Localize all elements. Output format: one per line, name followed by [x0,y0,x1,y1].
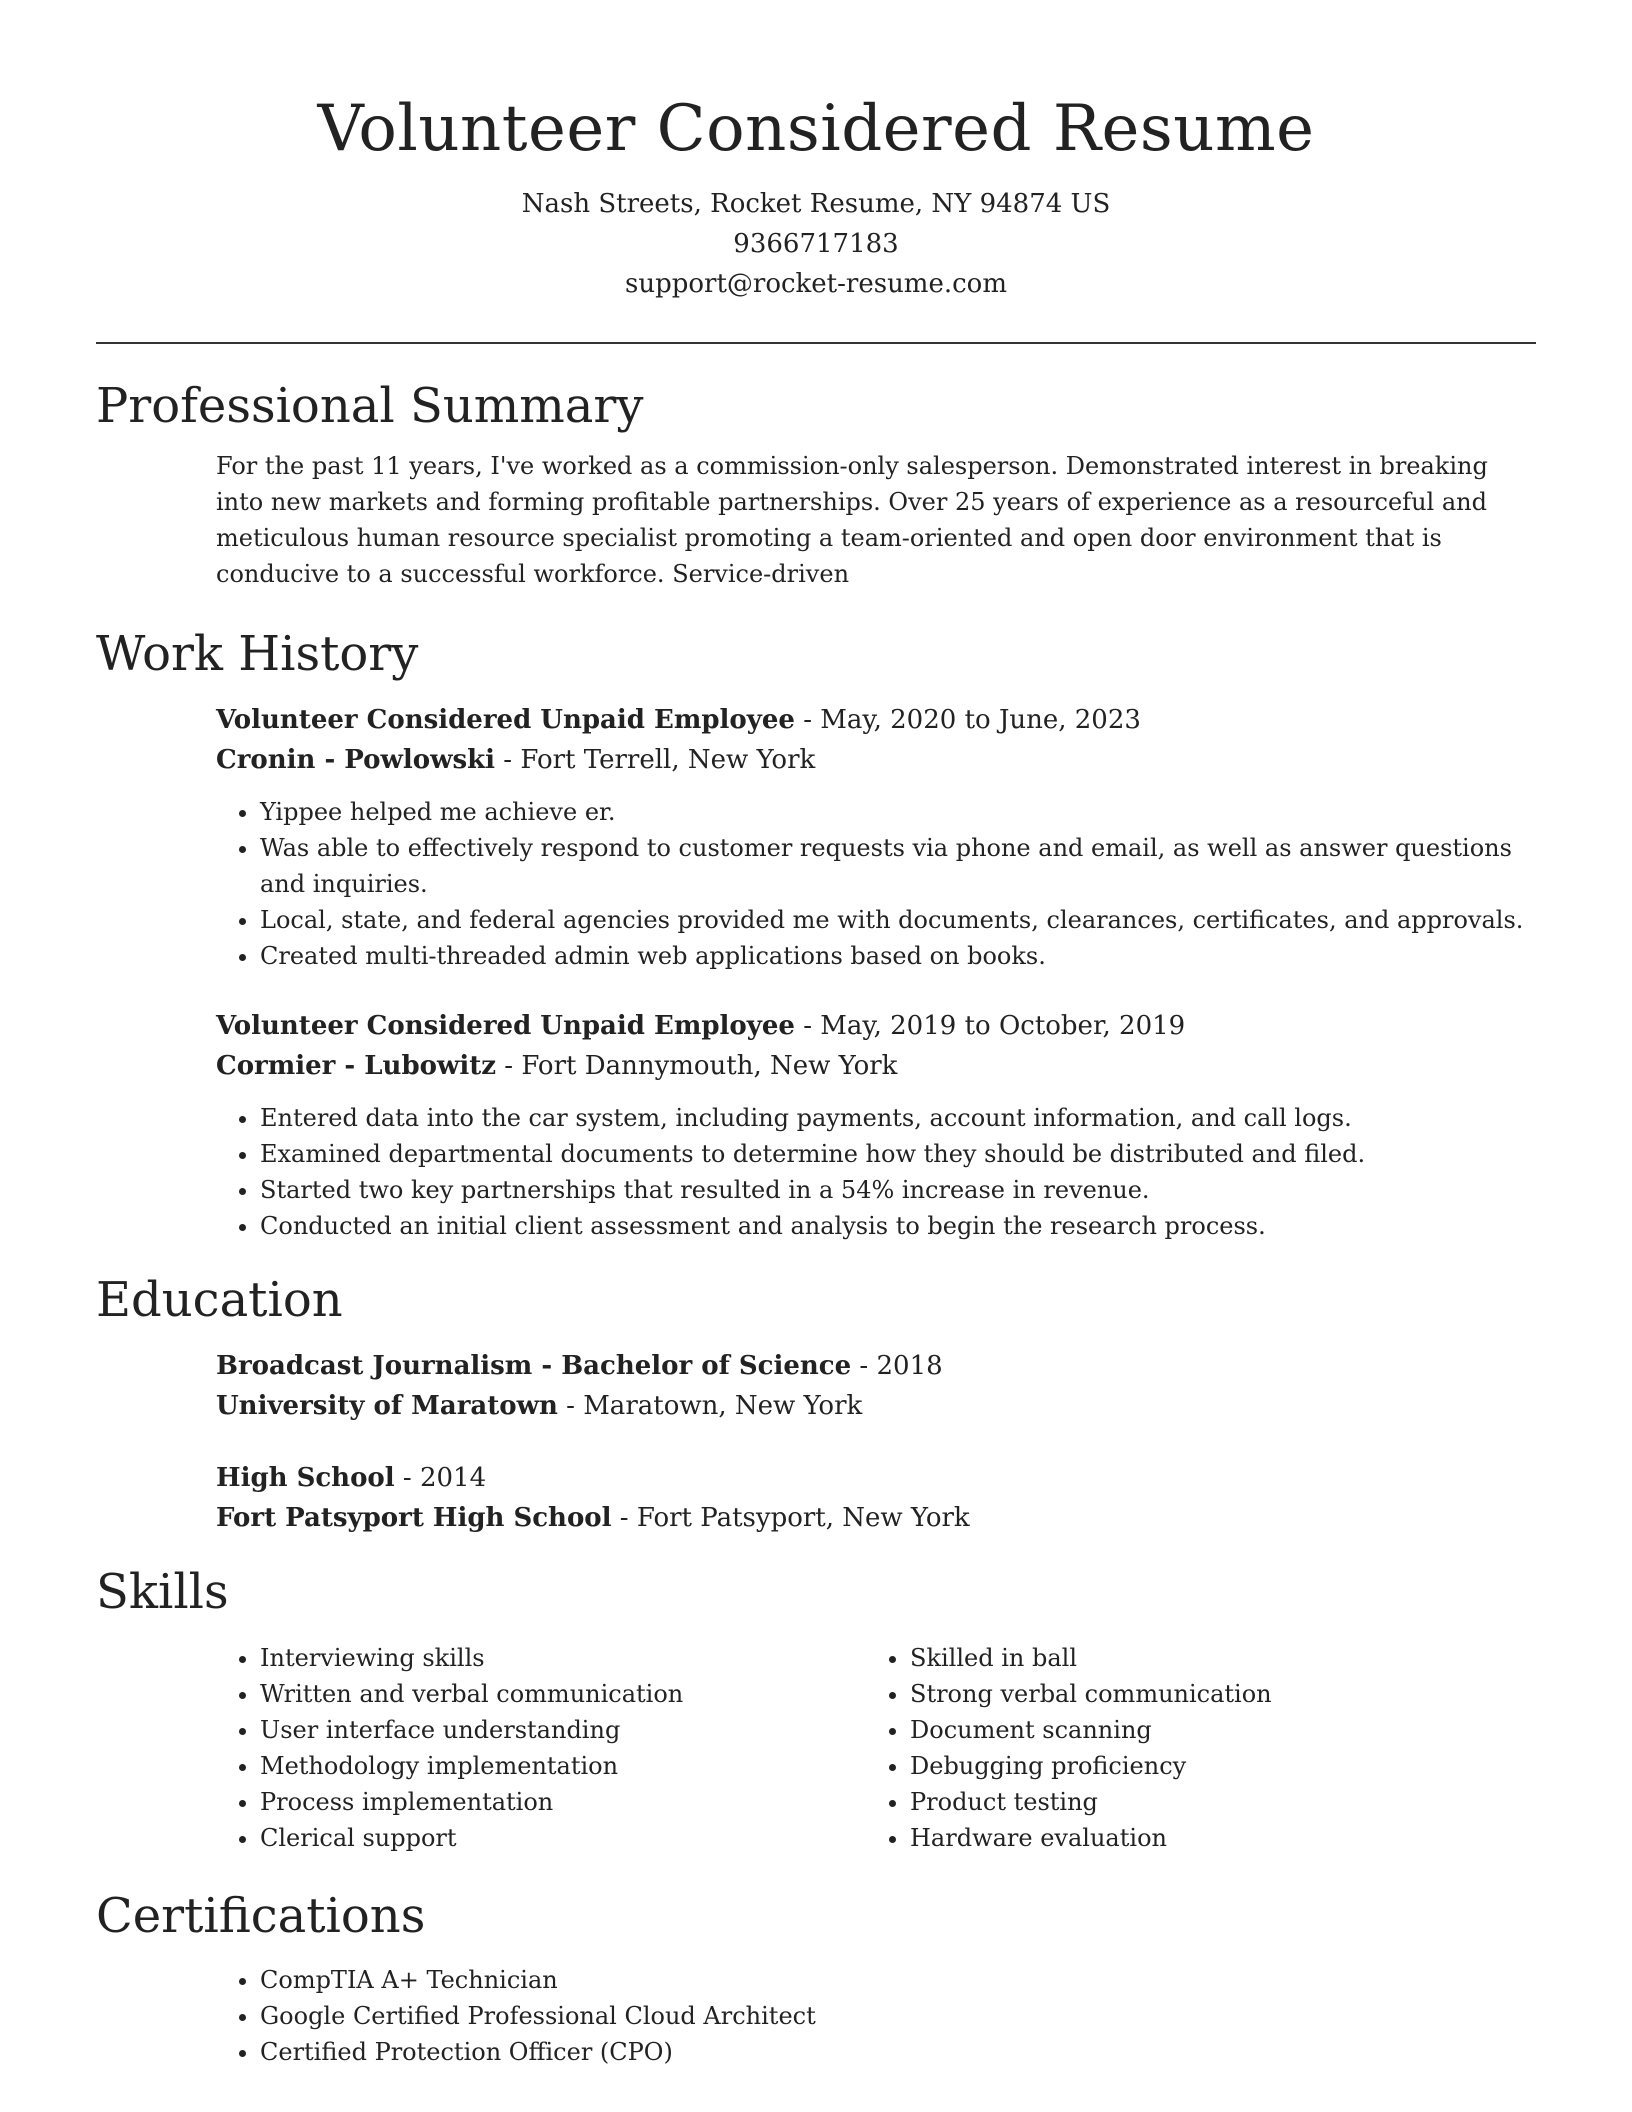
education-degree-line [216,1458,1536,1498]
job-title-line [216,700,1536,740]
section-work-history [96,622,1536,1244]
contact-email: support@rocket-resume.com [624,269,1007,299]
certification-item: • CompTIA A+ Technician [260,1962,1536,1998]
job-company-line [216,740,1536,780]
job-bullet: • Was able to effectively respond to customer requests via phone and email, as well as answer questions and inquiries. [260,830,1536,902]
job-bullet: • Examined departmental documents to determine how they should be distributed and filed. [260,1136,1536,1172]
section-title-skills: Skills [96,1564,229,1620]
skill-item: • Skilled in ball [910,1640,1516,1676]
skill-item: • Methodology implementation [260,1748,866,1784]
education-entry [216,1458,1536,1538]
education-year: - 2018 [851,1351,943,1381]
contact-address: Nash Streets, Rocket Resume, NY 94874 US [521,189,1111,219]
contact-block [96,184,1536,304]
certification-item: • Google Certified Professional Cloud Architect [260,1998,1536,2034]
job-dates: - May, 2019 to October, 2019 [794,1011,1186,1041]
skill-item: • Product testing [910,1784,1516,1820]
skill-item: • Process implementation [260,1784,866,1820]
skills-list [866,1640,1516,1856]
section-title-summary: Professional Summary [96,378,644,434]
job-bullet: • Entered data into the car system, including payments, account information, and call logs. [260,1100,1536,1136]
certifications-list [216,1962,1536,2070]
section-certifications [96,1884,1536,2070]
education-degree-line [216,1346,1536,1386]
job-company: Cormier - Lubowitz [216,1051,496,1081]
skill-item: • User interface understanding [260,1712,866,1748]
job-title-line [216,1006,1536,1046]
skill-item: • Strong verbal communication [910,1676,1516,1712]
job-location: - Fort Terrell, New York [495,745,816,775]
skills-column-left [216,1640,866,1856]
skill-item: • Clerical support [260,1820,866,1856]
education-degree: Broadcast Journalism - Bachelor of Science [216,1351,852,1381]
resume-header [96,84,1536,304]
job-entry [216,700,1536,974]
skills-list [216,1640,866,1856]
job-dates: - May, 2020 to June, 2023 [794,705,1141,735]
header-divider [96,342,1536,344]
skill-item: • Written and verbal communication [260,1676,866,1712]
education-location: - Fort Patsyport, New York [611,1503,970,1533]
job-company-line [216,1046,1536,1086]
job-bullet: • Yippee helped me achieve er. [260,794,1536,830]
education-year: - 2014 [394,1463,487,1493]
job-location: - Fort Dannymouth, New York [496,1051,898,1081]
skills-grid [216,1640,1536,1856]
job-entry [216,1006,1536,1244]
candidate-name: Volunteer Considered Resume [317,92,1315,166]
skill-item: • Interviewing skills [260,1640,866,1676]
job-bullets [216,1100,1536,1244]
job-company: Cronin - Powlowski [216,745,496,775]
certification-item: • Certified Protection Officer (CPO) [260,2034,1536,2070]
education-entry [216,1346,1536,1426]
contact-phone: 9366717183 [733,229,899,259]
education-school-line [216,1498,1536,1538]
job-role: Volunteer Considered Unpaid Employee [216,1011,795,1041]
job-bullets [216,794,1536,974]
skills-column-right [866,1640,1516,1856]
job-bullet: • Started two key partnerships that resulted in a 54% increase in revenue. [260,1172,1536,1208]
skill-item: • Document scanning [910,1712,1516,1748]
education-school: University of Maratown [216,1391,558,1421]
summary-text: For the past 11 years, I've worked as a commission-only salesperson. Demonstrated interest in breaking into new markets and forming profitable partnerships. Over 25 years of experience as a resourceful and meticulous human resource specialist promoting a team-oriented and open door environment that is conducive to a successful workforce. Service-driven [216,452,1488,588]
section-title-work-history: Work History [96,626,419,682]
section-title-certifications: Certifications [96,1888,426,1944]
job-role: Volunteer Considered Unpaid Employee [216,705,795,735]
education-degree: High School [216,1463,395,1493]
job-bullet: • Local, state, and federal agencies provided me with documents, clearances, certificates, and approvals. [260,902,1536,938]
education-school-line [216,1386,1536,1426]
education-location: - Maratown, New York [557,1391,863,1421]
section-skills [96,1560,1536,1856]
skill-item: • Hardware evaluation [910,1820,1516,1856]
education-school: Fort Patsyport High School [216,1503,612,1533]
section-education [96,1268,1536,1538]
section-title-education: Education [96,1272,343,1328]
job-bullet: • Created multi-threaded admin web applications based on books. [260,938,1536,974]
job-bullet: • Conducted an initial client assessment and analysis to begin the research process. [260,1208,1536,1244]
section-summary [96,374,1536,592]
skill-item: • Debugging proficiency [910,1748,1516,1784]
